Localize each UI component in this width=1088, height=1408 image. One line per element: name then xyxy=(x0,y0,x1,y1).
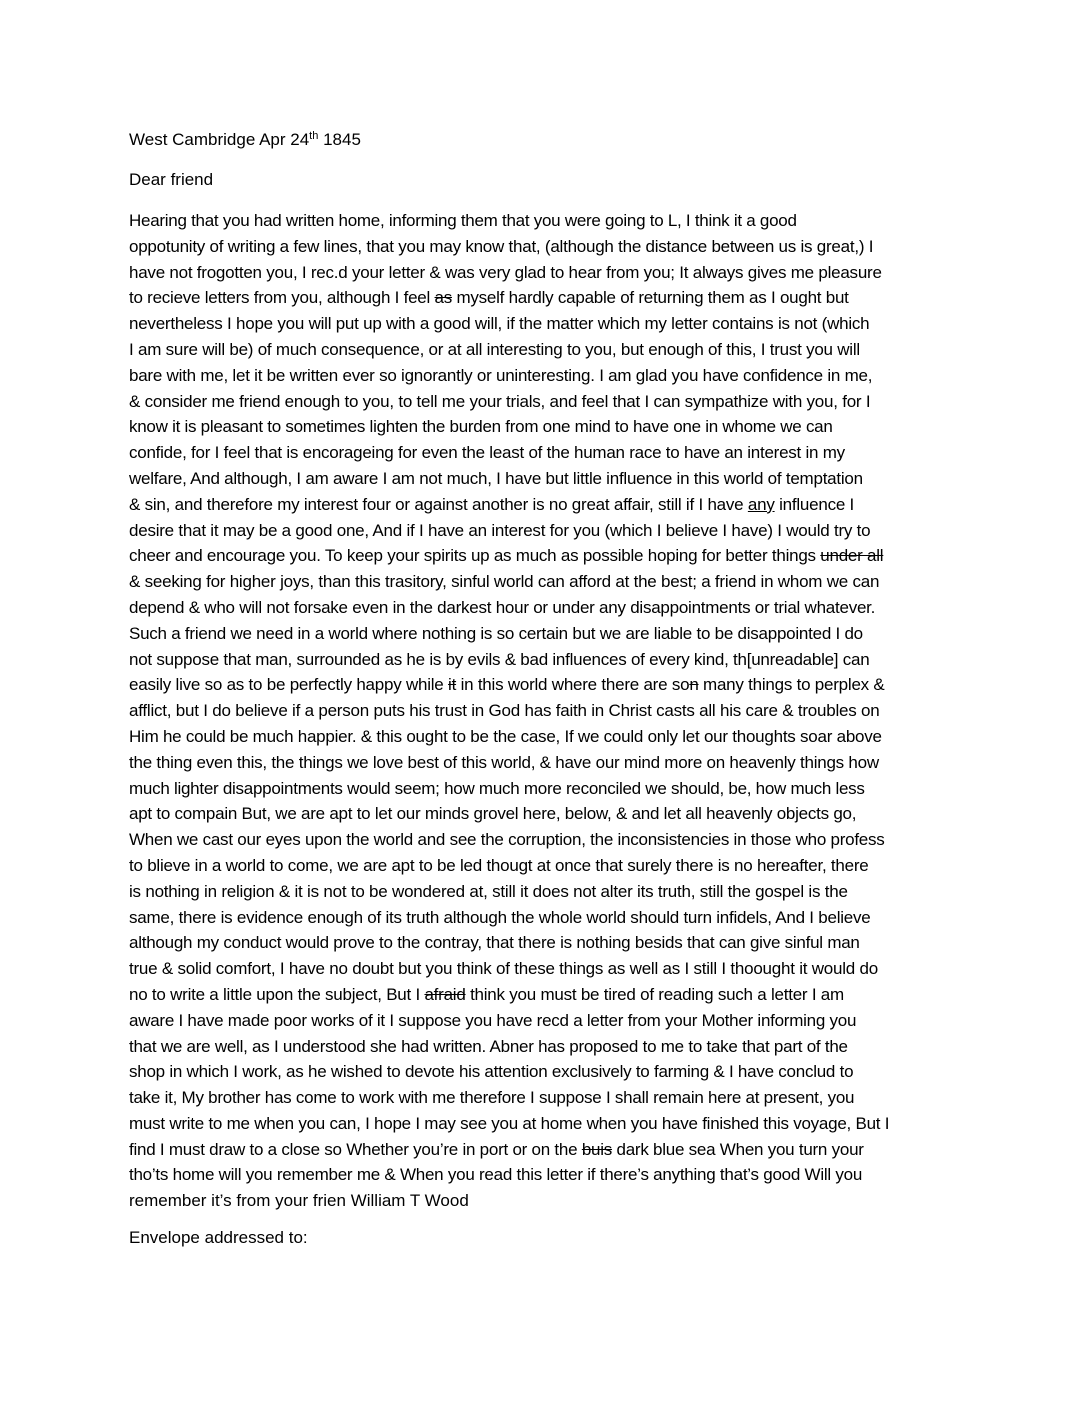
line-text: oppotunity of writing a few lines, that you may know that, (although the distance between us is great,) I xyxy=(129,236,874,256)
line-text: is nothing in religion & it is not to be wondered at, still it does not alter its truth, still the gospel is the xyxy=(129,881,848,901)
line-text: & consider me friend enough to you, to tell me your trials, and feel that I can sympathize with you, for I xyxy=(129,391,871,411)
envelope-label: Envelope addressed to: xyxy=(129,1228,308,1247)
line-text: confide, for I feel that is encorageing for even the least of the human race to have an interest in my xyxy=(129,443,845,463)
letter-line xyxy=(129,389,979,415)
struck-word: it xyxy=(448,675,457,695)
date-ordinal: th xyxy=(309,130,319,142)
struck-word: n xyxy=(689,675,699,695)
letter-line xyxy=(129,724,979,750)
struck-word: afraid xyxy=(424,984,466,1004)
letter-line xyxy=(129,647,979,673)
letter-line xyxy=(129,1059,979,1085)
letter-line xyxy=(129,1162,979,1188)
line-text: apt to compain But, we are apt to let our minds grovel here, below, & and let all heavenly objects go, xyxy=(129,804,857,824)
line-text: no to write a little upon the subject, But I xyxy=(129,984,425,1004)
line-text: depend & who will not forsake even in the darkest hour or under any disappointments or trial whatever. xyxy=(129,597,876,617)
line-text: in this world where there are so xyxy=(456,675,690,695)
letter-line xyxy=(129,363,979,389)
letter-line xyxy=(129,853,979,879)
letter-salutation: Dear friend xyxy=(129,170,214,189)
letter-line xyxy=(129,414,979,440)
line-text: know it is pleasant to sometimes lighten the burden from one mind to have one in whome we can xyxy=(129,417,833,437)
letter-line xyxy=(129,208,979,234)
line-text: Hearing that you had written home, informing them that you were going to L, I think it a good xyxy=(129,211,797,230)
letter-line xyxy=(129,879,979,905)
line-text: find I must draw to a close so Whether you’re in port or on the xyxy=(129,1139,582,1159)
line-text: remember it’s from your frien William T Wood xyxy=(129,1191,469,1211)
letter-line xyxy=(129,827,979,853)
line-text: & seeking for higher joys, than this trasitory, sinful world can afford at the best; a friend in whom we can xyxy=(129,572,880,592)
line-text: bare with me, let it be written ever so ignorantly or uninteresting. I am glad you have confidence in me, xyxy=(129,365,873,385)
letter-line xyxy=(129,1137,979,1163)
letter-line xyxy=(129,1085,979,1111)
letter-line xyxy=(129,698,979,724)
letter-line xyxy=(129,956,979,982)
line-text: & sin, and therefore my interest four or against another is no great affair, still if I have xyxy=(129,494,748,514)
line-text: take it, My brother has come to work with me therefore I suppose I shall remain here at present, you xyxy=(129,1088,855,1108)
line-text: tho’ts home will you remember me & When you read this letter if there’s anything that’s good Will you xyxy=(129,1165,863,1185)
line-text: not suppose that man, surrounded as he is by evils & bad influences of every kind, th[unreadable] can xyxy=(129,649,870,669)
line-text: I am sure will be) of much consequence, or at all interesting to you, but enough of this, I trust you will xyxy=(129,339,860,359)
underlined-word: any xyxy=(747,494,775,514)
line-text: Such a friend we need in a world where nothing is so certain but we are liable to be disappointed I do xyxy=(129,623,863,643)
line-text: to recieve letters from you, although I feel xyxy=(129,288,435,308)
line-text: cheer and encourage you. To keep your spirits up as much as possible hoping for better things xyxy=(129,546,821,566)
letter-line xyxy=(129,595,979,621)
struck-word: buis xyxy=(581,1139,613,1159)
line-text: must write to me when you can, I hope I may see you at home when you have finished this voyage, But I xyxy=(129,1113,890,1133)
letter-line xyxy=(129,1111,979,1137)
line-text: welfare, And although, I am aware I am not much, I have but little influence in this world of temptation xyxy=(129,468,863,488)
date-text: West Cambridge Apr 24 xyxy=(129,130,310,149)
letter-line xyxy=(129,801,979,827)
line-text: true & solid comfort, I have no doubt but you think of these things as well as I still I thoought it would do xyxy=(129,959,878,979)
line-text: that we are well, as I understood she had written. Abner has proposed to me to take that part of the xyxy=(129,1036,848,1056)
line-text: same, there is evidence enough of its truth although the whole world should turn infidels, And I believe xyxy=(129,907,871,927)
line-text: myself hardly capable of returning them as I ought but xyxy=(452,288,849,308)
line-text: to blieve in a world to come, we are apt to be led thougt at once that surely there is no hereafter, there xyxy=(129,855,869,875)
letter-body xyxy=(129,208,979,1214)
line-text: aware I have made poor works of it I suppose you have recd a letter from your Mother informing you xyxy=(129,1010,857,1030)
date-year: 1845 xyxy=(318,130,361,149)
letter-line xyxy=(129,672,979,698)
letter-date xyxy=(129,130,361,150)
struck-word: as xyxy=(434,288,452,308)
line-text: have not frogotten you, I rec.d your letter & was very glad to hear from you; It always gives me pleasure xyxy=(129,262,882,282)
letter-line xyxy=(129,492,979,518)
letter-line xyxy=(129,311,979,337)
letter-line xyxy=(129,543,979,569)
letter-line xyxy=(129,518,979,544)
letter-line xyxy=(129,569,979,595)
line-text: Him he could be much happier. & this ought to be the case, If we could only let our thoughts soar above xyxy=(129,726,882,746)
line-text: many things to perplex & xyxy=(698,675,885,695)
line-text: much lighter disappointments would seem; how much more reconciled we should, be, how much less xyxy=(129,778,865,798)
letter-line xyxy=(129,930,979,956)
line-text: nevertheless I hope you will put up with a good will, if the matter which my letter contains is not (which xyxy=(129,314,870,334)
letter-line xyxy=(129,440,979,466)
letter-line xyxy=(129,337,979,363)
letter-line xyxy=(129,260,979,286)
letter-line xyxy=(129,776,979,802)
line-text: dark blue sea When you turn your xyxy=(612,1139,864,1159)
letter-line xyxy=(129,750,979,776)
line-text: easily live so as to be perfectly happy while xyxy=(129,675,449,695)
line-text: influence I xyxy=(774,494,855,514)
letter-line xyxy=(129,982,979,1008)
letter-line xyxy=(129,1008,979,1034)
line-text: afflict, but I do believe if a person puts his trust in God has faith in Christ casts all his care & troubles on xyxy=(129,701,880,721)
letter-line xyxy=(129,285,979,311)
line-text: desire that it may be a good one, And if I have an interest for you (which I believe I have) I would try to xyxy=(129,520,871,540)
line-text: although my conduct would prove to the contray, that there is nothing besids that can give sinful man xyxy=(129,933,860,953)
letter-line xyxy=(129,466,979,492)
letter-line xyxy=(129,621,979,647)
letter-line xyxy=(129,1034,979,1060)
line-text: think you must be tired of reading such a letter I am xyxy=(465,984,844,1004)
line-text: When we cast our eyes upon the world and see the corruption, the inconsistencies in those who profess xyxy=(129,830,885,850)
line-text: the thing even this, the things we love best of this world, & have our mind more on heavenly things how xyxy=(129,752,879,772)
letter-line xyxy=(129,905,979,931)
letter-line xyxy=(129,234,979,260)
letter-line xyxy=(129,1188,979,1214)
line-text: shop in which I work, as he wished to devote his attention exclusively to farming & I have conclud to xyxy=(129,1062,854,1082)
struck-word: under all xyxy=(820,546,884,566)
